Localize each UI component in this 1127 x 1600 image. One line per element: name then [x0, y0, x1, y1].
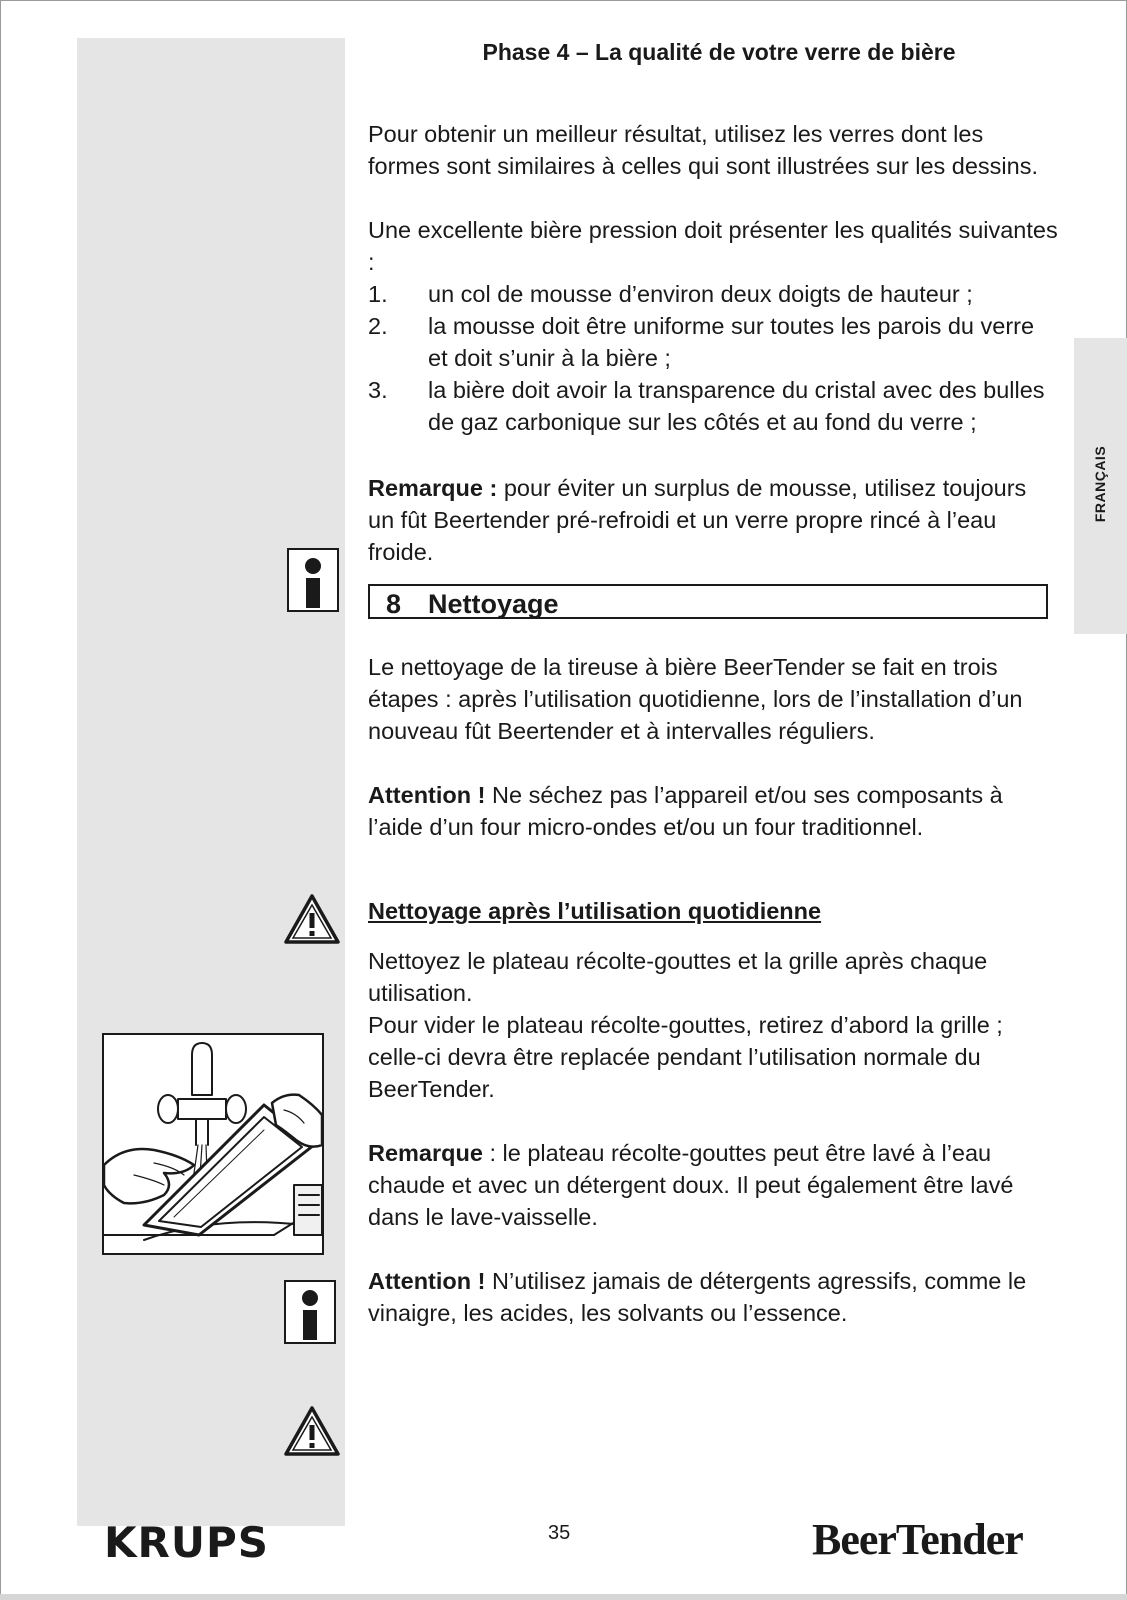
remark-text: pour éviter un surplus de mousse, utilisez toujours un fût Beertender pré-refroidi et un verre propre rincé à l’eau froide. [368, 475, 1027, 565]
paragraph: Pour vider le plateau récolte-gouttes, retirez d’abord la grille ; celle-ci devra être replacée pendant l’utilisation normale du BeerTender. [368, 1012, 1003, 1102]
attention-label: Attention ! [368, 1268, 486, 1294]
info-icon [287, 548, 339, 612]
list-number: 2. [368, 313, 388, 339]
attention-note [368, 1265, 1058, 1329]
remark-note [368, 1137, 1058, 1233]
paragraph: Pour obtenir un meilleur résultat, utilisez les verres dont les formes sont similaires à celles qui sont illustrées sur les dessins. [368, 121, 1039, 179]
remark-label: Remarque [368, 1140, 483, 1166]
attention-label: Attention ! [368, 782, 486, 808]
section-title: Nettoyage [428, 589, 559, 619]
section-heading [368, 584, 1048, 619]
remark-text: : le plateau récolte-gouttes peut être lavé à l’eau chaude et avec un détergent doux. Il peut également être lavé dans le lave-vaisselle. [368, 1140, 1014, 1230]
drip-tray-rinse-illustration [102, 1033, 324, 1255]
main-content [368, 30, 1058, 1329]
paragraph: Une excellente bière pression doit présenter les qualités suivantes : [368, 217, 1058, 275]
phase-title: Phase 4 – La qualité de votre verre de bière [482, 39, 956, 65]
info-icon [284, 1280, 336, 1344]
list-number: 1. [368, 281, 388, 307]
warning-icon [283, 893, 341, 945]
attention-text: N’utilisez jamais de détergents agressifs, comme le vinaigre, les acides, les solvants ou l’essence. [368, 1268, 1027, 1326]
list-text: la bière doit avoir la transparence du cristal avec des bulles de gaz carbonique sur les côtés et au fond du verre ; [428, 377, 1045, 435]
remark-label: Remarque : [368, 475, 498, 501]
list-number: 3. [368, 377, 388, 403]
remark-note [368, 472, 1058, 568]
section-number: 8 [386, 589, 402, 619]
attention-text: Ne séchez pas l’appareil et/ou ses composants à l’aide d’un four micro-ondes et/ou un four traditionnel. [368, 782, 1003, 840]
krups-logo: KRUPS [104, 1518, 270, 1567]
paragraph: Nettoyez le plateau récolte-gouttes et la grille après chaque utilisation. [368, 948, 988, 1006]
page-number: 35 [548, 1522, 571, 1544]
quality-list [368, 278, 1058, 438]
list-item [368, 374, 1058, 438]
list-item [368, 278, 1058, 310]
beertender-logo: BeerTender [812, 1515, 1023, 1564]
list-item [368, 310, 1058, 374]
paragraph: Le nettoyage de la tireuse à bière BeerTender se fait en trois étapes : après l’utilisation quotidienne, lors de l’installation d’un nouveau fût Beertender et à intervalles réguliers. [368, 654, 1023, 744]
warning-icon [283, 1405, 341, 1457]
language-tab-label: FRANÇAIS [1092, 445, 1108, 523]
list-text: la mousse doit être uniforme sur toutes les parois du verre et doit s’unir à la bière ; [428, 313, 1035, 371]
bottom-strip [0, 1594, 1127, 1600]
subsection-heading: Nettoyage après l’utilisation quotidienne [368, 898, 822, 924]
list-text: un col de mousse d’environ deux doigts de hauteur ; [428, 281, 973, 307]
attention-note [368, 779, 1058, 843]
